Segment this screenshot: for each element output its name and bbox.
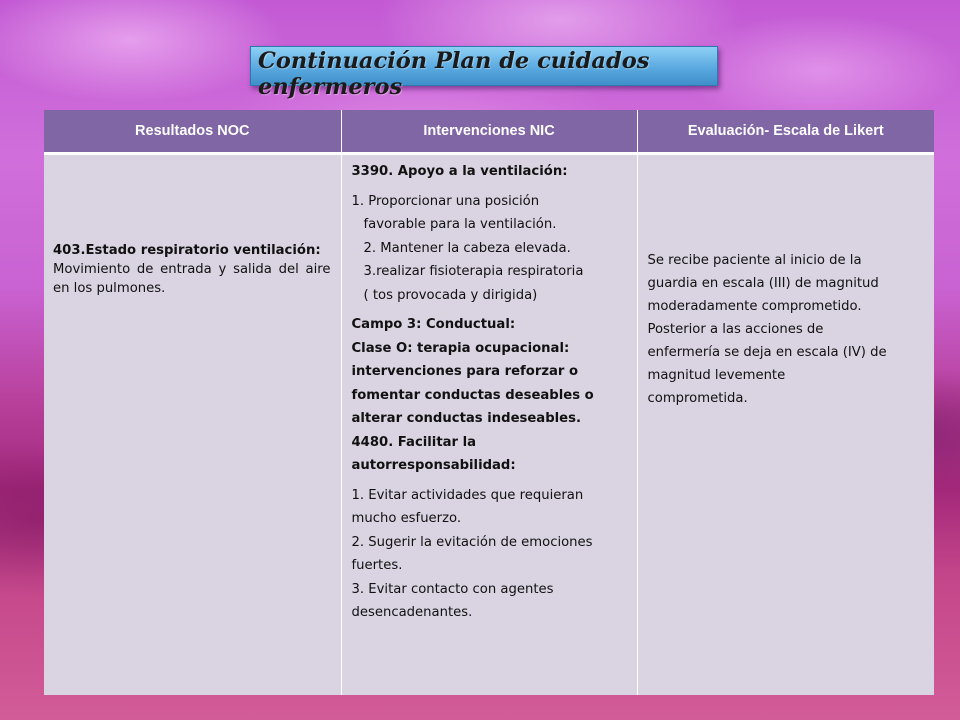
- nic-item-4-line-1: 1. Evitar actividades que requieran: [351, 487, 584, 503]
- evaluation-line-5: enfermería se deja en escala (IV) de: [647, 345, 887, 360]
- nic-item-1-line-1: 1. Proporcionar una posición: [351, 193, 540, 209]
- evaluation-line-3: moderadamente comprometido.: [647, 299, 862, 314]
- evaluation-line-7: comprometida.: [647, 391, 748, 406]
- noc-title: 403.Estado respiratorio ventilación:: [53, 243, 321, 258]
- table-header-row: [44, 110, 934, 154]
- header-nic: Intervenciones NIC: [341, 110, 637, 154]
- nic-clase-line-1: Clase O: terapia ocupacional:: [351, 340, 570, 356]
- noc-cell: [44, 154, 341, 696]
- nic-item-6-line-1: 3. Evitar contacto con agentes: [351, 581, 554, 597]
- nic-campo: Campo 3: Conductual:: [351, 317, 516, 332]
- slide-title: Continuación Plan de cuidados enfermeros: [258, 48, 650, 100]
- nic-item-3-line-2: ( tos provocada y dirigida): [363, 287, 538, 303]
- nic-clase-line-2: intervenciones para reforzar o: [351, 364, 579, 379]
- nic-item-3-line-1: 3.realizar fisioterapia respiratoria: [363, 264, 584, 279]
- header-noc: Resultados NOC: [44, 110, 341, 154]
- evaluation-line-6: magnitud levemente: [647, 368, 786, 383]
- nic-cell: [341, 154, 637, 696]
- evaluation-content: [648, 249, 923, 410]
- table-row: [44, 154, 934, 696]
- nic-heading-responsibility-line-1: 4480. Facilitar la: [351, 434, 477, 450]
- nic-item-6-line-2: desencadenantes.: [351, 605, 473, 620]
- care-plan-table-container: [44, 110, 934, 693]
- header-evaluation: Evaluación- Escala de Likert: [637, 110, 934, 154]
- nic-clase-line-4: alterar conductas indeseables.: [351, 411, 581, 426]
- nic-item-5-line-1: 2. Sugerir la evitación de emociones: [351, 534, 593, 550]
- evaluation-line-2: guardia en escala (III) de magnitud: [647, 276, 879, 291]
- nic-heading-responsibility-line-2: autorresponsabilidad:: [351, 458, 516, 473]
- evaluation-line-4: Posterior a las acciones de: [647, 322, 824, 337]
- nic-item-1-line-2: favorable para la ventilación.: [363, 217, 557, 232]
- evaluation-cell: [637, 154, 934, 696]
- nic-heading-ventilation: 3390. Apoyo a la ventilación:: [351, 164, 568, 179]
- evaluation-line-1: Se recibe paciente al inicio de la: [647, 253, 862, 268]
- nic-clase-line-3: fomentar conductas deseables o: [351, 387, 594, 403]
- noc-text: Movimiento de entrada y salida del aire en los pulmones.: [53, 262, 331, 296]
- nic-item-5-line-2: fuertes.: [351, 558, 403, 573]
- noc-content: [53, 241, 331, 298]
- nic-item-2: 2. Mantener la cabeza elevada.: [363, 240, 571, 256]
- nic-item-4-line-2: mucho esfuerzo.: [351, 511, 462, 526]
- care-plan-table: [44, 110, 934, 695]
- nic-content: [342, 155, 637, 625]
